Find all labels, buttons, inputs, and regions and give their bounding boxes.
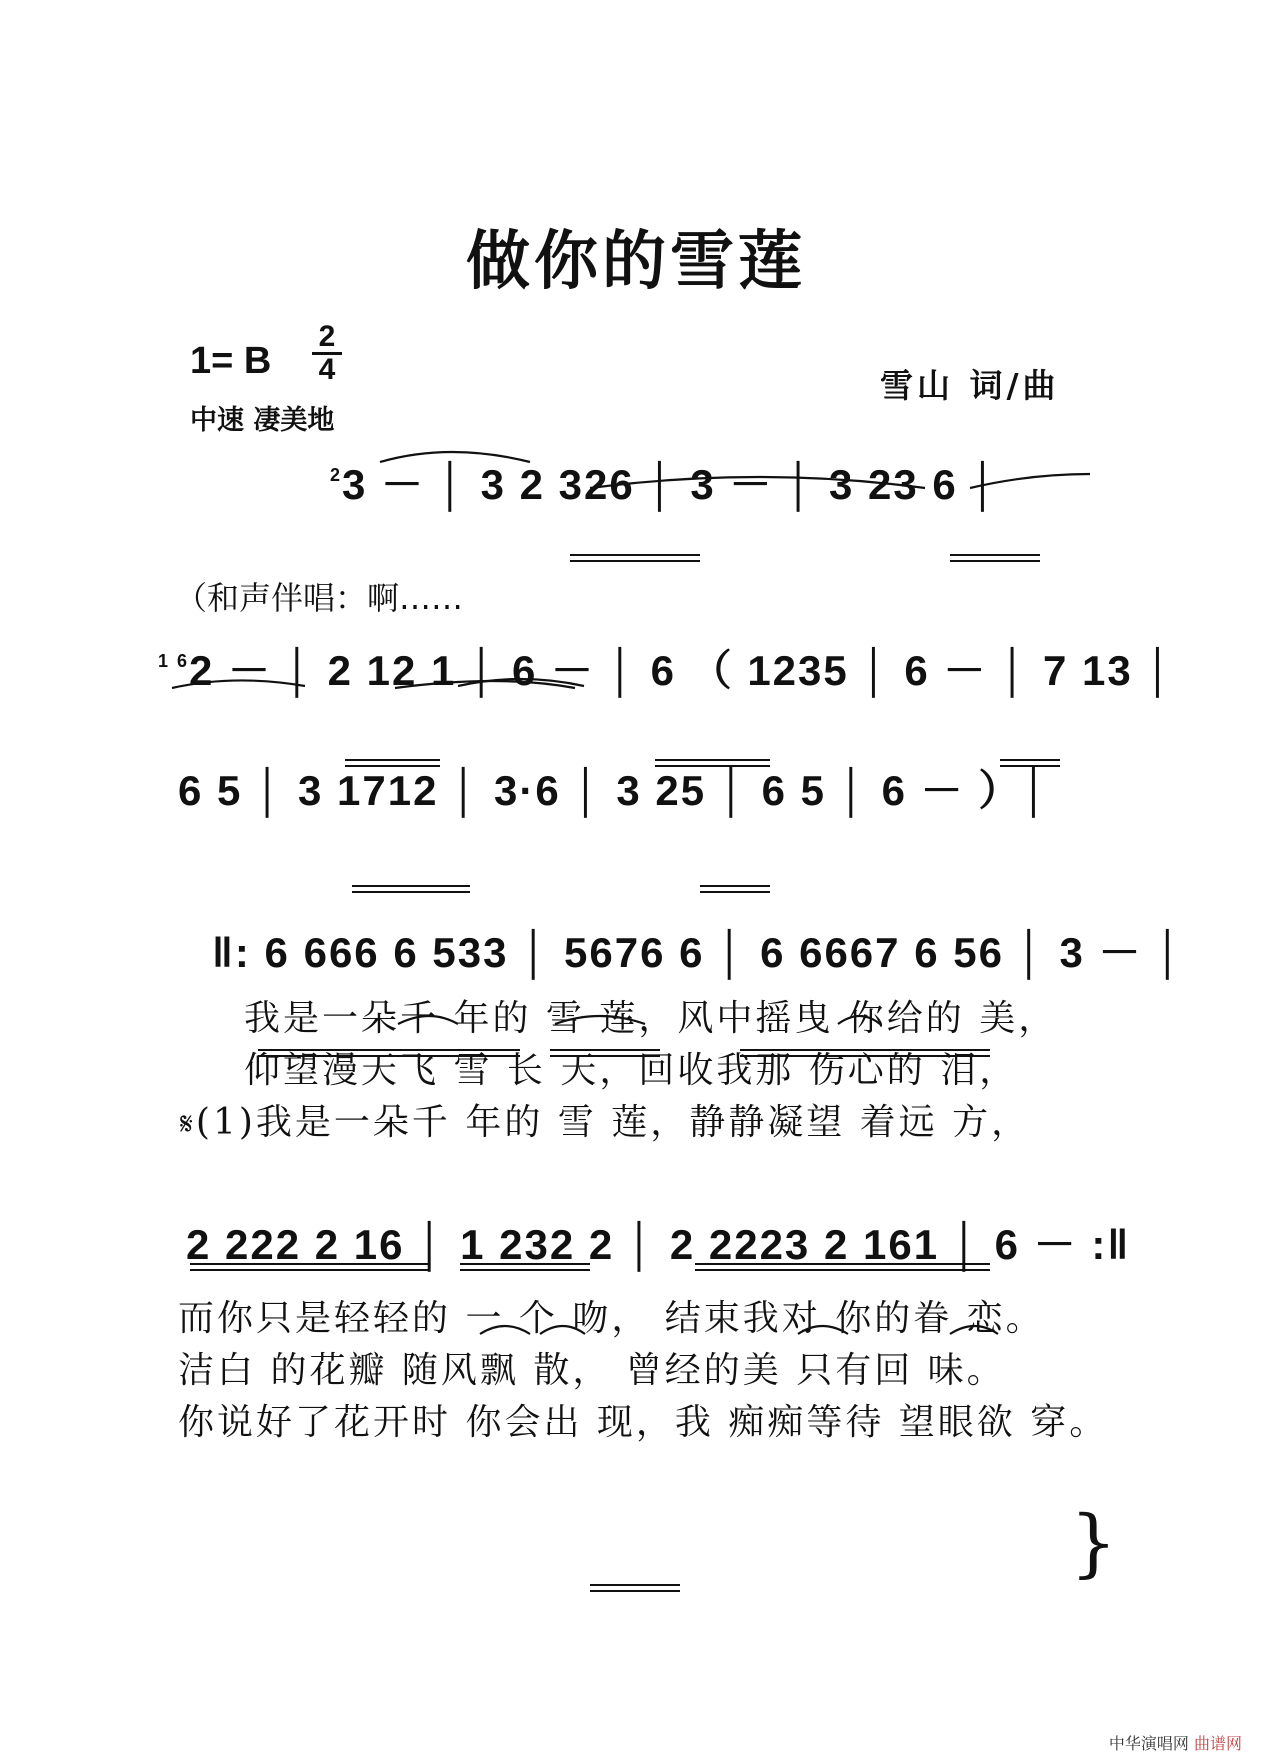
- lyric-b-line-3: 你说好了花开时 你会出 现，我 痴痴等待 望眼欲 穿。: [178, 1402, 1109, 1443]
- slur-arc: [398, 1016, 458, 1024]
- slur-arc: [172, 680, 305, 688]
- grace-note-2: 1 6: [158, 651, 190, 671]
- tempo-marking: 中速 凄美地: [190, 405, 335, 436]
- credit: 雪山 词/曲: [880, 366, 1060, 405]
- score-line-5: 2 222 2 16 │ 1 232 2 │ 2 2223 2 161 │ 6 － :‖: [186, 1221, 1131, 1268]
- key-signature: 1= B: [190, 340, 272, 382]
- grace-note-1: 2: [330, 465, 343, 485]
- score-line-3: 6 5 │ 3 1712 │ 3·6 │ 3 25 │ 6 5 │ 6 － ）│: [178, 767, 1051, 814]
- slur-arc: [540, 1326, 585, 1334]
- segno-sign: 𝄋: [180, 1107, 196, 1142]
- slur-arc: [970, 474, 1090, 488]
- score-line-4: ‖: 6 666 6 533 │ 5676 6 │ 6 6667 6 56 │ 3 － │: [212, 929, 1185, 976]
- slur-arc: [590, 477, 925, 488]
- slur-arc: [950, 1326, 998, 1334]
- song-title: 做你的雪莲: [466, 225, 806, 299]
- time-signature-bottom: 4: [312, 352, 342, 385]
- score-line-2-notes: 2 － │ 2 12 1 │ 6 － │ 6 （ 1235 │ 6 － │ 7 13 │: [189, 647, 1175, 694]
- lyric-a-line-2: 仰望漫天飞 雪 长 天，回收我那 伤心的 泪，: [244, 1050, 1019, 1091]
- verse-brace: }: [1070, 1500, 1118, 1586]
- time-signature-top: 2: [318, 320, 336, 353]
- slur-arc: [838, 1016, 880, 1024]
- slur-arc: [555, 1016, 645, 1024]
- slur-arc: [480, 1326, 530, 1334]
- lyric-a-line-3-text: (1)我是一朵千 年的 雪 莲，静静凝望 着远 方，: [195, 1102, 1031, 1143]
- harmony-note: （和声伴唱：啊……: [175, 579, 464, 617]
- lyric-b-line-2: 洁白 的花瓣 随风飘 散， 曾经的美 只有回 味。: [178, 1350, 1006, 1391]
- score-line-1-notes: 3 － │ 3 2 326 │ 3 － │ 3 23 6 │: [342, 461, 1000, 508]
- slur-arc: [798, 1326, 848, 1334]
- slur-arc: [380, 452, 530, 462]
- watermark-right: 曲谱网: [1193, 1734, 1242, 1753]
- lyric-b-line-1: 而你只是轻轻的 一 个 吻， 结束我对 你的眷 恋。: [178, 1298, 1045, 1339]
- watermark-left: 中华演唱网: [1108, 1734, 1189, 1753]
- lyric-a-line-1: 我是一朵千 年的 雪 莲，风中摇曳 你给的 美，: [244, 998, 1058, 1039]
